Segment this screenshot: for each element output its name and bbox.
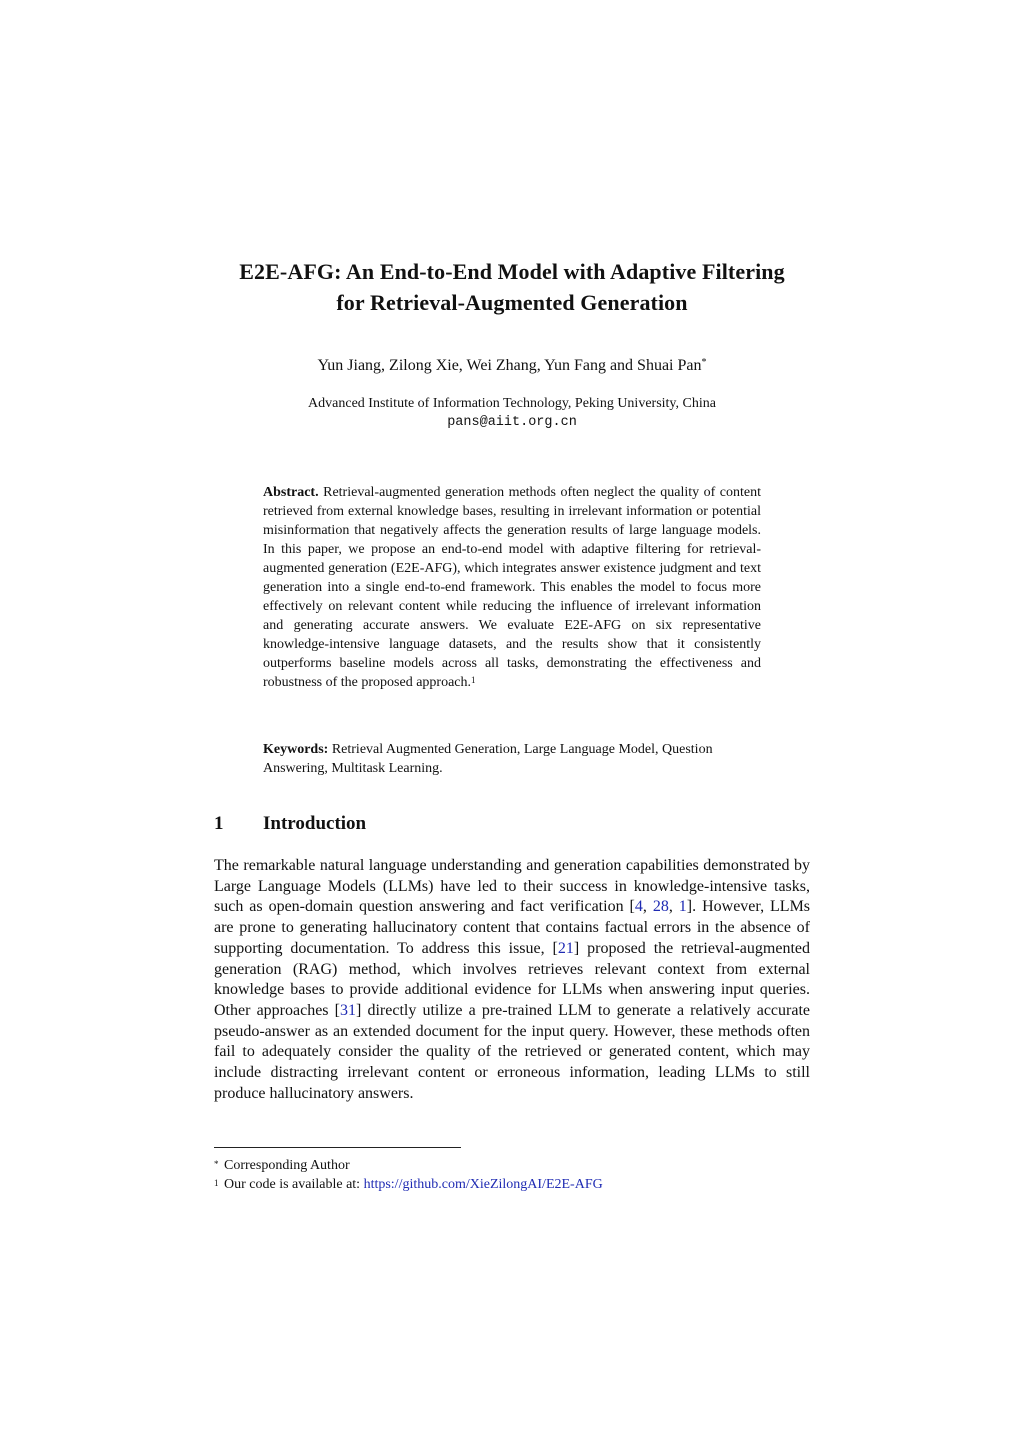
author-affiliation: Advanced Institute of Information Technology, Peking University, China: [308, 396, 716, 411]
introduction-paragraph: [214, 856, 810, 1104]
citation-separator: ,: [642, 898, 653, 916]
keywords: [263, 740, 761, 778]
citation-link[interactable]: 31: [340, 1001, 356, 1019]
corresponding-author-mark: *: [701, 357, 707, 368]
keywords-label: Keywords:: [263, 742, 329, 757]
section-heading-introduction: [214, 812, 810, 836]
footnote-mark: *: [214, 1159, 219, 1169]
citation-link[interactable]: 4: [634, 898, 643, 916]
keywords-text: Retrieval Augmented Generation, Large Language Model, Question Answering, Multitask Learning.: [263, 742, 713, 776]
abstract-label: Abstract.: [263, 485, 319, 500]
footnote-code-availability: [214, 1176, 810, 1194]
intro-text-part-2: ]. However, LLMs are prone to generating hallucinatory content that contains factual errors in the absence of supporting documentation. To address this issue, [: [214, 898, 811, 957]
author-list: [150, 356, 874, 376]
footnote-text: Our code is available at:: [224, 1177, 364, 1192]
abstract: [263, 483, 761, 692]
footnote-corresponding-author: [214, 1157, 810, 1175]
footnote-mark: 1: [214, 1178, 219, 1188]
paper-title: [150, 256, 874, 318]
intro-text-part-4: ] directly utilize a pre-trained LLM to generate a relatively accurate pseudo-answer as an extended document for the input query. However, these methods often fail to adequately consider the quality of the retrieved or generated content, which may include distracting irrelevant content or erroneous information, leading LLMs to still produce hallucinatory answers.: [214, 1001, 811, 1102]
section-title: Introduction: [263, 813, 367, 834]
citation-link[interactable]: 28: [652, 898, 669, 916]
paper-title-line-2: for Retrieval-Augmented Generation: [336, 290, 688, 315]
section-number: 1: [214, 813, 224, 834]
footnote-text: Corresponding Author: [224, 1158, 350, 1173]
abstract-footnote-mark: 1: [471, 675, 476, 685]
citation-separator: ,: [668, 898, 679, 916]
code-repository-link[interactable]: https://github.com/XieZilongAI/E2E-AFG: [363, 1177, 603, 1192]
citation-link[interactable]: 1: [678, 898, 687, 916]
author-email: pans@aiit.org.cn: [447, 415, 577, 430]
intro-text-part-3: ] proposed the retrieval-augmented generation (RAG) method, which involves retrieves relevant context from external knowledge bases to provide additional evidence for LLMs when answering input queries. Other approaches [: [214, 939, 810, 1019]
intro-text-part-1: The remarkable natural language understanding and generation capabilities demonstrated by Large Language Models (LLMs) have led to their success in knowledge-intensive tasks, such as open-domain question answering and fact verification [: [214, 857, 810, 916]
author-names: Yun Jiang, Zilong Xie, Wei Zhang, Yun Fang and Shuai Pan: [317, 357, 702, 374]
paper-title-line-1: E2E-AFG: An End-to-End Model with Adaptive Filtering: [239, 259, 785, 284]
citation-link[interactable]: 21: [557, 939, 574, 957]
abstract-text: Retrieval-augmented generation methods often neglect the quality of content retrieved from external knowledge bases, resulting in irrelevant information or potential misinformation that negatively affects the generation results of large language models. In this paper, we propose an end-to-end model with adaptive filtering for retrieval-augmented generation (E2E-AFG), which integrates answer existence judgment and text generation into a single end-to-end framework. This enables the model to focus more effectively on relevant content while reducing the influence of irrelevant information and generating accurate answers. We evaluate E2E-AFG on six representative knowledge-intensive language datasets, and the results show that it consistently outperforms baseline models across all tasks, demonstrating the effectiveness and robustness of the proposed approach.: [263, 485, 761, 690]
footnote-divider: [214, 1147, 461, 1148]
